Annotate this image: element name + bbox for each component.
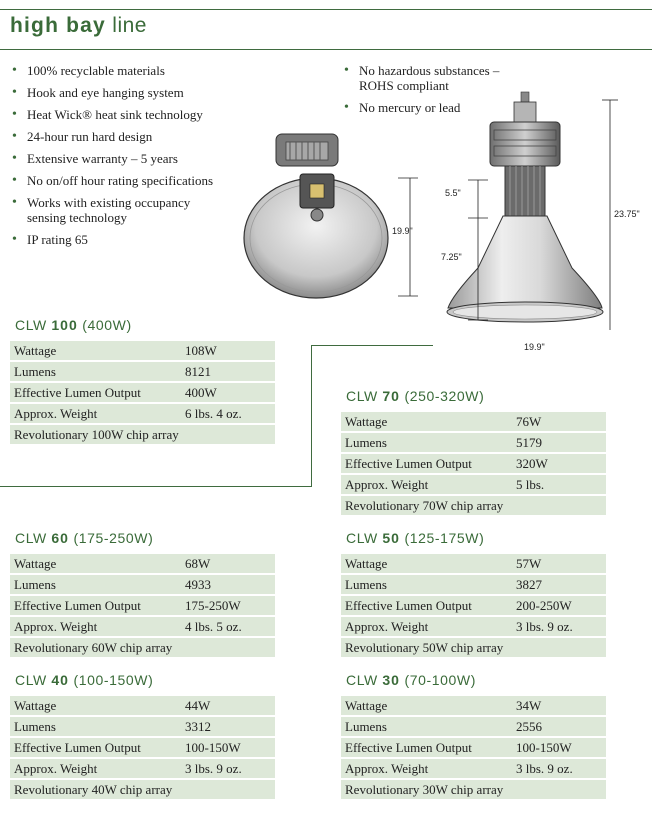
spec-title bbox=[341, 672, 606, 690]
dim-label-left-height: 19.9" bbox=[392, 226, 413, 236]
table-row bbox=[341, 780, 606, 799]
row-value: 200-250W bbox=[512, 596, 606, 615]
feature-item: • Hook and eye hanging system bbox=[11, 85, 251, 100]
row-note: Revolutionary 50W chip array bbox=[341, 638, 606, 657]
row-label: Effective Lumen Output bbox=[341, 596, 512, 615]
fixture-side-view bbox=[447, 92, 603, 322]
table-row bbox=[10, 717, 275, 736]
table-row bbox=[341, 759, 606, 778]
row-label: Lumens bbox=[341, 433, 512, 452]
feature-item: • No mercury or lead bbox=[343, 100, 533, 115]
feature-item: • Heat Wick® heat sink technology bbox=[11, 107, 251, 122]
row-label: Wattage bbox=[341, 696, 512, 715]
spec-table bbox=[10, 339, 275, 446]
row-note: Revolutionary 30W chip array bbox=[341, 780, 606, 799]
row-value: 3 lbs. 9 oz. bbox=[512, 617, 606, 636]
row-value: 320W bbox=[512, 454, 606, 473]
spec-block-clw-60 bbox=[10, 530, 275, 659]
row-value: 57W bbox=[512, 554, 606, 573]
feature-item: • Extensive warranty – 5 years bbox=[11, 151, 251, 166]
row-label: Effective Lumen Output bbox=[341, 454, 512, 473]
spec-range: (175-250W) bbox=[73, 530, 154, 546]
table-row bbox=[341, 475, 606, 494]
row-label: Wattage bbox=[10, 696, 181, 715]
spec-prefix: CLW bbox=[15, 672, 47, 688]
spec-model: 50 bbox=[382, 530, 400, 546]
table-row bbox=[341, 496, 606, 515]
spec-range: (125-175W) bbox=[404, 530, 485, 546]
row-value: 3827 bbox=[512, 575, 606, 594]
spec-prefix: CLW bbox=[15, 317, 47, 333]
row-value: 3 lbs. 9 oz. bbox=[512, 759, 606, 778]
table-row bbox=[10, 696, 275, 715]
table-row bbox=[10, 738, 275, 757]
row-value: 8121 bbox=[181, 362, 275, 381]
row-value: 76W bbox=[512, 412, 606, 431]
table-row bbox=[10, 404, 275, 423]
row-note: Revolutionary 60W chip array bbox=[10, 638, 275, 657]
spec-table bbox=[10, 694, 275, 801]
row-label: Lumens bbox=[10, 362, 181, 381]
spec-title bbox=[10, 672, 275, 690]
table-row bbox=[341, 717, 606, 736]
row-label: Approx. Weight bbox=[10, 617, 181, 636]
row-value: 5179 bbox=[512, 433, 606, 452]
feature-item: • No hazardous substances – ROHS compliant bbox=[343, 63, 519, 93]
dim-label-lower: 7.25" bbox=[441, 252, 462, 262]
table-row bbox=[341, 412, 606, 431]
spec-title bbox=[341, 388, 606, 406]
spec-table bbox=[341, 410, 606, 517]
dimension-line-left bbox=[398, 178, 418, 296]
table-row bbox=[10, 362, 275, 381]
row-label: Lumens bbox=[341, 717, 512, 736]
spec-title bbox=[341, 530, 606, 548]
row-value: 3 lbs. 9 oz. bbox=[181, 759, 275, 778]
connector-horizontal-top bbox=[311, 345, 433, 346]
spec-model: 70 bbox=[382, 388, 400, 404]
row-label: Effective Lumen Output bbox=[10, 383, 181, 402]
table-row bbox=[341, 596, 606, 615]
spec-range: (100-150W) bbox=[73, 672, 154, 688]
connector-vertical bbox=[311, 345, 312, 487]
row-label: Lumens bbox=[10, 717, 181, 736]
table-row bbox=[10, 759, 275, 778]
spec-table bbox=[341, 552, 606, 659]
spec-prefix: CLW bbox=[346, 530, 378, 546]
row-label: Approx. Weight bbox=[341, 759, 512, 778]
row-value: 3312 bbox=[181, 717, 275, 736]
spec-range: (70-100W) bbox=[404, 672, 476, 688]
top-rule bbox=[0, 9, 652, 10]
row-note: Revolutionary 40W chip array bbox=[10, 780, 275, 799]
row-label: Wattage bbox=[341, 554, 512, 573]
dim-label-total-height: 23.75" bbox=[614, 209, 640, 219]
row-value: 100-150W bbox=[512, 738, 606, 757]
row-value: 108W bbox=[181, 341, 275, 360]
spec-prefix: CLW bbox=[15, 530, 47, 546]
dim-label-width: 19.9" bbox=[524, 342, 545, 352]
row-value: 34W bbox=[512, 696, 606, 715]
feature-item: • IP rating 65 bbox=[11, 232, 251, 247]
table-row bbox=[341, 617, 606, 636]
spec-block-clw-70 bbox=[341, 388, 606, 517]
feature-item: • Works with existing occupancy sensing technology bbox=[11, 195, 227, 225]
spec-model: 40 bbox=[51, 672, 69, 688]
spec-table bbox=[341, 694, 606, 801]
fixture-front-view bbox=[244, 134, 388, 298]
feature-item: • No on/off hour rating specifications bbox=[11, 173, 251, 188]
row-label: Approx. Weight bbox=[10, 759, 181, 778]
spec-model: 60 bbox=[51, 530, 69, 546]
spec-range: (250-320W) bbox=[404, 388, 485, 404]
row-label: Lumens bbox=[10, 575, 181, 594]
row-label: Wattage bbox=[341, 412, 512, 431]
row-value: 2556 bbox=[512, 717, 606, 736]
table-row bbox=[10, 780, 275, 799]
table-row bbox=[10, 575, 275, 594]
table-row bbox=[341, 554, 606, 573]
table-row bbox=[341, 575, 606, 594]
row-value: 6 lbs. 4 oz. bbox=[181, 404, 275, 423]
table-row bbox=[10, 554, 275, 573]
table-row bbox=[341, 738, 606, 757]
row-label: Wattage bbox=[10, 341, 181, 360]
table-row bbox=[10, 617, 275, 636]
title-light: line bbox=[112, 14, 147, 37]
feature-list-left bbox=[11, 63, 251, 254]
table-row bbox=[10, 383, 275, 402]
spec-block-clw-100 bbox=[10, 317, 275, 446]
spec-table bbox=[10, 552, 275, 659]
row-label: Effective Lumen Output bbox=[10, 596, 181, 615]
row-value: 5 lbs. bbox=[512, 475, 606, 494]
row-value: 68W bbox=[181, 554, 275, 573]
table-row bbox=[10, 425, 275, 444]
table-row bbox=[10, 341, 275, 360]
spec-title bbox=[10, 530, 275, 548]
table-row bbox=[10, 638, 275, 657]
table-row bbox=[341, 638, 606, 657]
row-label: Approx. Weight bbox=[341, 617, 512, 636]
spec-model: 30 bbox=[382, 672, 400, 688]
table-row bbox=[341, 696, 606, 715]
title-bold: high bay bbox=[10, 14, 106, 37]
spec-model: 100 bbox=[51, 317, 78, 333]
row-label: Effective Lumen Output bbox=[10, 738, 181, 757]
row-label: Wattage bbox=[10, 554, 181, 573]
row-value: 400W bbox=[181, 383, 275, 402]
spec-prefix: CLW bbox=[346, 672, 378, 688]
row-value: 4 lbs. 5 oz. bbox=[181, 617, 275, 636]
header-rule bbox=[0, 49, 652, 50]
spec-block-clw-40 bbox=[10, 672, 275, 801]
spec-block-clw-30 bbox=[341, 672, 606, 801]
spec-title bbox=[10, 317, 275, 335]
row-label: Lumens bbox=[341, 575, 512, 594]
dim-label-upper: 5.5" bbox=[445, 188, 461, 198]
high-bay-fixture-illustration bbox=[240, 90, 620, 330]
row-label: Approx. Weight bbox=[10, 404, 181, 423]
row-value: 4933 bbox=[181, 575, 275, 594]
feature-item: • 24-hour run hard design bbox=[11, 129, 251, 144]
connector-horizontal-bottom bbox=[0, 486, 312, 487]
table-row bbox=[10, 596, 275, 615]
feature-item: • 100% recyclable materials bbox=[11, 63, 251, 78]
spec-block-clw-50 bbox=[341, 530, 606, 659]
row-label: Effective Lumen Output bbox=[341, 738, 512, 757]
row-value: 175-250W bbox=[181, 596, 275, 615]
spec-prefix: CLW bbox=[346, 388, 378, 404]
row-value: 44W bbox=[181, 696, 275, 715]
table-row bbox=[341, 454, 606, 473]
row-note: Revolutionary 70W chip array bbox=[341, 496, 606, 515]
page-title bbox=[10, 14, 147, 38]
row-label: Approx. Weight bbox=[341, 475, 512, 494]
row-note: Revolutionary 100W chip array bbox=[10, 425, 275, 444]
table-row bbox=[341, 433, 606, 452]
row-value: 100-150W bbox=[181, 738, 275, 757]
spec-range: (400W) bbox=[82, 317, 132, 333]
